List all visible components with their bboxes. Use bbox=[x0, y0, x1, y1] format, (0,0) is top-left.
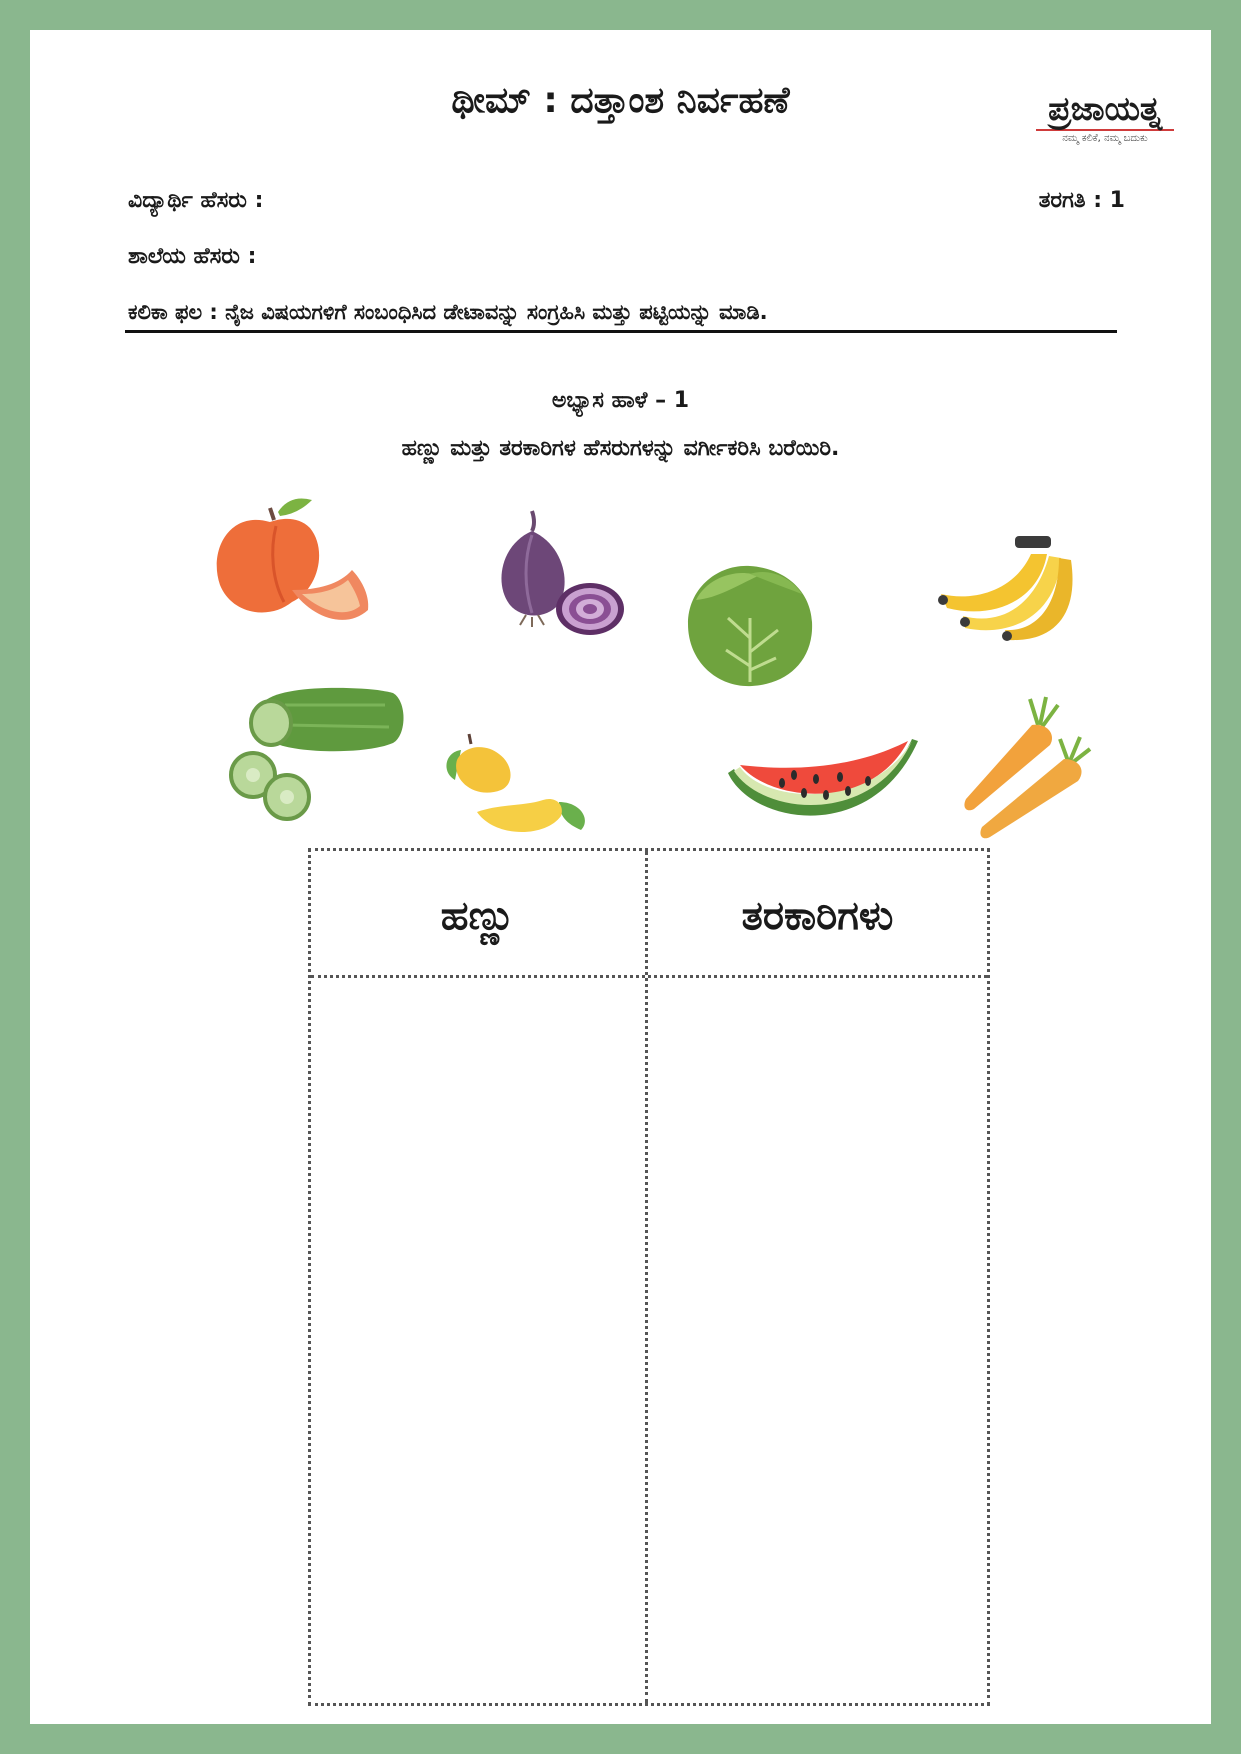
table-header-fruits: ಹಣ್ಣು bbox=[440, 893, 516, 939]
class-label: ತರಗತಿ : 1 bbox=[1038, 188, 1125, 213]
logo-text: ಪ್ರಜಾಯತ್ನ bbox=[1048, 89, 1162, 128]
table-header-vegetables: ತರಕಾರಿಗಳು bbox=[741, 893, 894, 939]
student-name-label: ವಿದ್ಯಾರ್ಥಿ ಹೆಸರು : bbox=[128, 188, 264, 213]
peach-illustration bbox=[200, 490, 380, 640]
worksheet-page bbox=[30, 30, 1211, 1724]
worksheet-theme-title: ಥೀಮ್ : ದತ್ತಾಂಶ ನಿರ್ವಹಣೆ bbox=[451, 80, 790, 121]
exercise-instruction: ಹಣ್ಣು ಮತ್ತು ತರಕಾರಿಗಳ ಹೆಸರುಗಳನ್ನು ವರ್ಗೀಕರಿಸಿ ಬರೆಯಿರಿ. bbox=[401, 436, 840, 461]
onion-illustration bbox=[480, 505, 630, 645]
cabbage-illustration bbox=[678, 558, 823, 693]
cucumber-illustration bbox=[225, 665, 410, 825]
logo bbox=[1030, 89, 1180, 144]
logo-underline bbox=[1036, 129, 1174, 131]
table-header-divider bbox=[311, 975, 987, 978]
classification-table bbox=[308, 848, 990, 1706]
learning-outcome: ಕಲಿಕಾ ಫಲ : ನೈಜ ವಿಷಯಗಳಿಗೆ ಸಂಬಂಧಿಸಿದ ಡೇಟಾವನ್ನು ಸಂಗ್ರಹಿಸಿ ಮತ್ತು ಪಟ್ಟಿಯನ್ನು ಮಾಡಿ. bbox=[128, 300, 768, 324]
banana-illustration bbox=[935, 530, 1110, 650]
header-divider bbox=[125, 330, 1117, 333]
logo-tagline: ನಮ್ಮ ಕಲಿಕೆ, ನಮ್ಮ ಬದುಕು bbox=[1062, 133, 1148, 144]
table-column-divider bbox=[645, 851, 648, 1703]
exercise-title: ಅಭ್ಯಾಸ ಹಾಳೆ – 1 bbox=[551, 388, 690, 413]
mango-illustration bbox=[435, 720, 595, 840]
watermelon-illustration bbox=[722, 735, 922, 840]
carrot-illustration bbox=[960, 695, 1100, 840]
school-name-label: ಶಾಲೆಯ ಹೆಸರು : bbox=[128, 244, 257, 269]
